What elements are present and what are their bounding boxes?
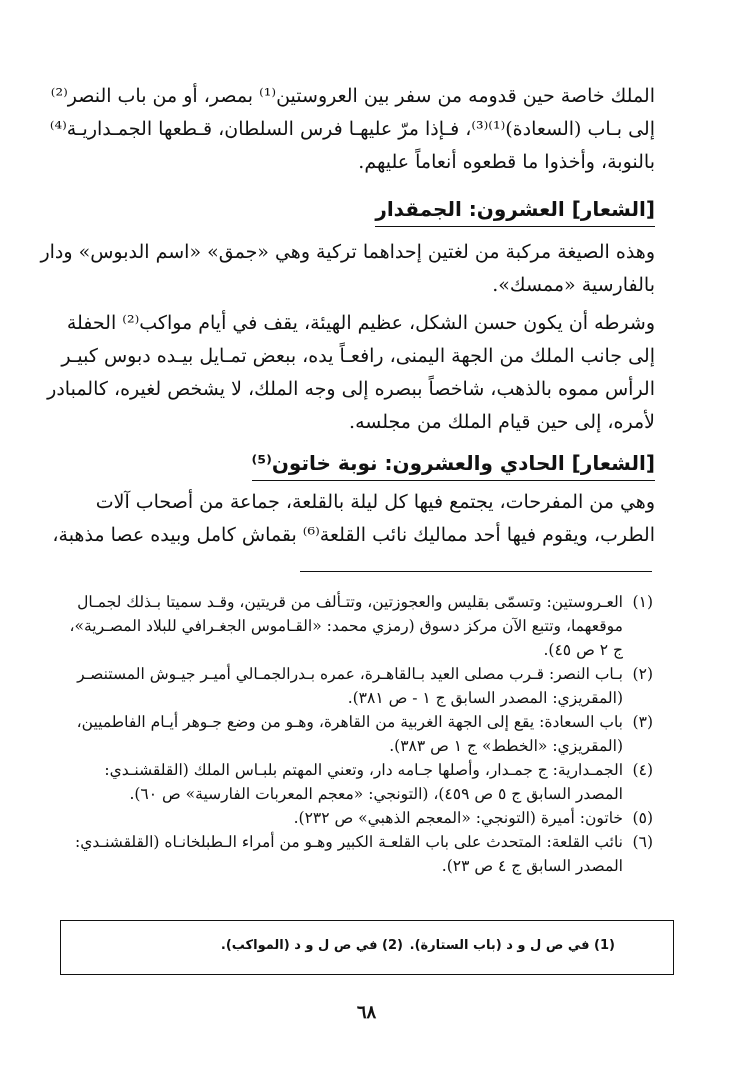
- text-line: خاتون: أميرة (التونجي: «المعجم الذهبي» ص ٢٣٢).: [293, 809, 623, 827]
- text-line: (المقريزي: المصدر السابق ج ١ - ص ٣٨١).: [347, 689, 623, 707]
- footnote-text: [78, 758, 623, 806]
- text-line: الجمـدارية: ج جمـدار، وأصلها جـامه دار، وتعني المهتم بلبـاس الملك (القلقشنـدي:: [104, 761, 623, 779]
- text-line: وهي من المفرحات، يجتمع فيها كل ليلة بالقلعة، جماعة من أصحاب آلات: [95, 491, 655, 513]
- text-line: وشرطه أن يكون حسن الشكل، عظيم الهيئة، يقف في أيام مواكب⁽²⁾ الحفلة: [66, 312, 655, 334]
- footnote-separator: [300, 571, 652, 572]
- footnote: [75, 830, 653, 878]
- text-line: باب السعادة: يقع إلى الجهة الغربية من القاهرة، وهـو من وضع جـوهر أيـام الفاطميين،: [76, 713, 623, 731]
- text-line: المصدر السابق ج ٤ ص ٢٣).: [441, 857, 623, 875]
- footnote: [78, 758, 653, 806]
- text-line: (المقريزي: «الخطط» ج ١ ص ٣٨٣).: [389, 737, 623, 755]
- text-line: المصدر السابق ج ٥ ص ٤٥٩)، (التونجي: «معجم المعربات الفارسية» ص ٦٠).: [129, 785, 623, 803]
- editor-notes-box: [60, 920, 674, 975]
- footnote-text: [77, 710, 623, 758]
- section-heading: [الشعار] الحادي والعشرون: نوبة خاتون⁽⁵⁾: [252, 448, 655, 481]
- footnote-text: [77, 662, 623, 710]
- text-line: الملك خاصة حين قدومه من سفر بين العروستين⁽¹⁾ بمصر، أو من باب النصر⁽²⁾: [50, 85, 655, 107]
- paragraph-khatun: [52, 486, 655, 552]
- footnote: [78, 710, 653, 758]
- text-line: بـاب النصر: قـرب مصلى العيد بـالقاهـرة، عمره بـدرالجمـالي أميـر جيـوش المستنصـر: [77, 665, 623, 683]
- footnote: [69, 590, 653, 662]
- text-line: لأمره، إلى حين قيام الملك من مجلسه.: [349, 411, 655, 433]
- text-line: ج ٢ ص ٤٥).: [543, 641, 623, 659]
- text-line: إلى بـاب (السعادة)⁽¹⁾⁽³⁾، فـإذا مرّ عليهـا فرس السلطان، قـطعها الجمـداريـة⁽⁴⁾: [49, 118, 655, 140]
- text-line: الطرب، ويقوم فيها أحد مماليك نائب القلعة⁽⁶⁾ بقماش كامل وبيده عصا مذهبة،: [52, 524, 655, 546]
- footnote-number: (١): [632, 593, 653, 611]
- footnote-number: (٣): [632, 713, 653, 731]
- editor-note: (1) في ص ل و د (باب الستارة).: [409, 938, 615, 953]
- footnote-text: [70, 590, 624, 662]
- footnotes: [69, 590, 653, 878]
- footnote-text: [78, 806, 623, 830]
- footnote-number: (٥): [632, 809, 653, 827]
- footnote: [78, 806, 653, 830]
- paragraph-jamaqdar: [40, 236, 655, 302]
- page-number: ٦٨: [356, 1002, 377, 1023]
- text-line: بالنوبة، وأخذوا ما قطعوه أنعاماً عليهم.: [358, 151, 655, 173]
- section-heading-20-wrap: [82, 194, 655, 227]
- footnote-number: (٦): [632, 833, 653, 851]
- section-heading-21-wrap: [82, 448, 655, 481]
- section-heading: [الشعار] العشرون: الجمقدار: [375, 194, 655, 227]
- paragraph-conditions: [47, 307, 655, 439]
- editor-note: (2) في ص ل و د (المواكب).: [220, 938, 403, 953]
- footnote-text: [75, 830, 623, 878]
- text-line: بالفارسية «ممسك».: [492, 274, 655, 296]
- footnote-number: (٤): [632, 761, 653, 779]
- footnote: [78, 662, 653, 710]
- text-line: نائب القلعة: المتحدث على باب القلعـة الكبير وهـو من أمراء الـطبلخانـاه (القلقشنـدي:: [75, 833, 623, 851]
- text-line: الرأس مموه بالذهب، شاخصاً ببصره إلى وجه الملك، لا يشخص لغيره، كالمبادر: [47, 378, 655, 400]
- text-line: العـروستين: وتسمّى بقليس والعجوزتين، وتتـألف من قريتين، وقـد سميتا بـذلك لجمـال: [77, 593, 623, 611]
- paragraph-continuation: [49, 80, 655, 179]
- footnote-number: (٢): [632, 665, 653, 683]
- text-line: إلى جانب الملك من الجهة اليمنى، رافعـاً يده، ببعض تمـايل بيـده دبوس كبيـر: [61, 345, 655, 367]
- text-line: وهذه الصيغة مركبة من لغتين إحداهما تركية وهي «جمق» «اسم الدبوس» ودار: [40, 241, 655, 263]
- text-line: موقعهما، وتتبع الآن مركز دسوق (رمزي محمد: «القـاموس الجغـرافي للبلاد المصـرية»،: [69, 617, 623, 635]
